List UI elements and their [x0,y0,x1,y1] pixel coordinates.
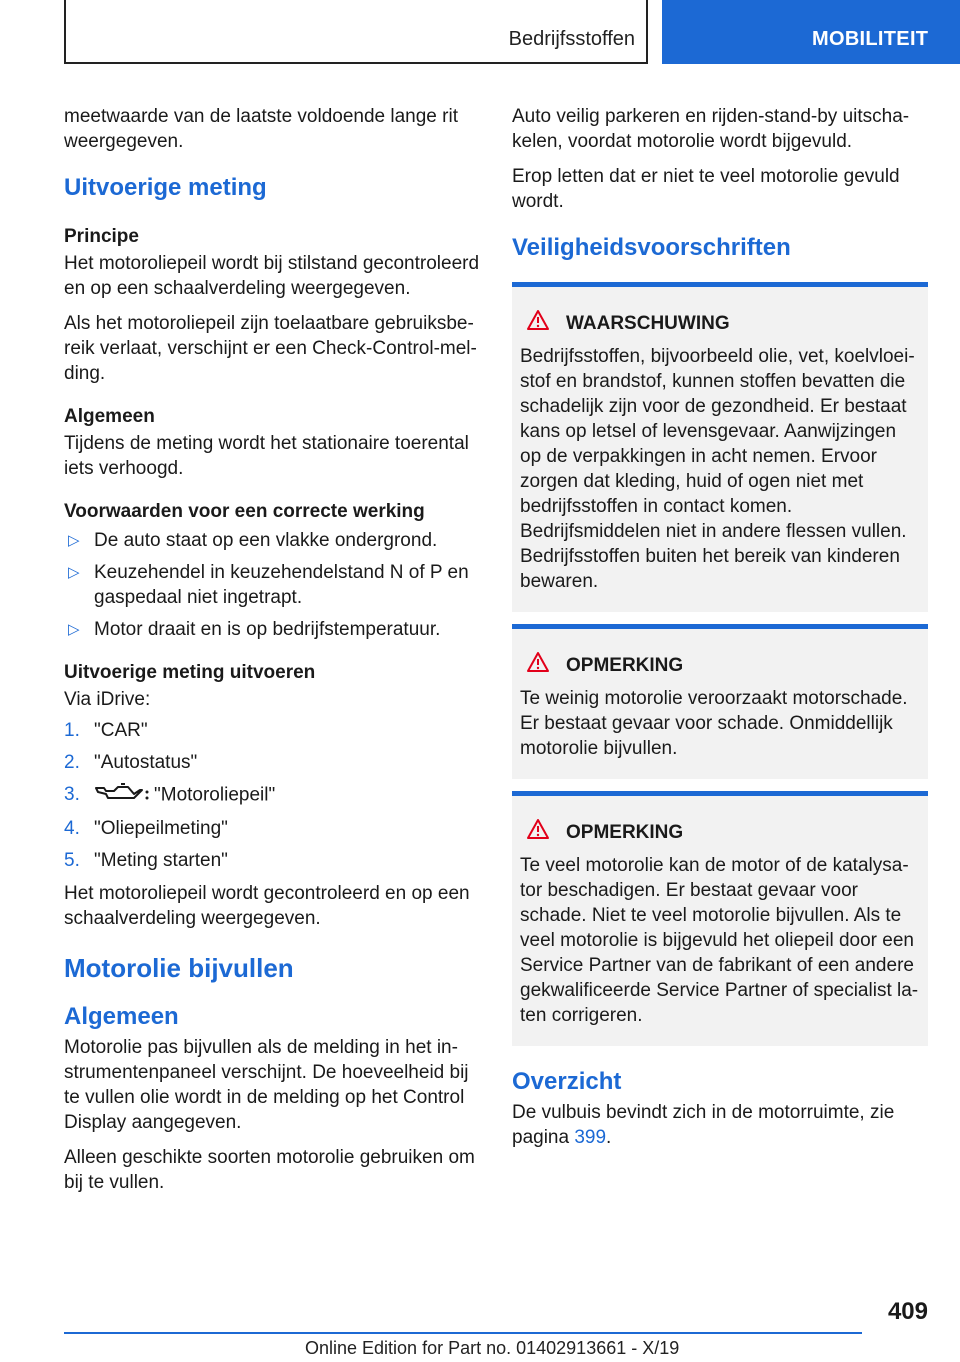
warning-title: WAARSCHUWING [566,313,730,334]
note-title: OPMERKING [566,822,684,843]
list-item: ▷ De auto staat op een vlakke ondergrond. [68,530,438,551]
list-item: ▷ Motor draait en is op bedrijfstemperatuur. [68,619,441,640]
step-item: 1. "CAR" [64,720,148,741]
algemeen-text: Tijdens de meting wordt het stationaire toerental iets verhoogd. [64,433,469,479]
warning-triangle-icon [526,651,550,680]
heading-algemeen-bijvullen: Algemeen [64,1003,179,1030]
voorwaarden-list [64,528,480,642]
left-column [64,104,480,1205]
overzicht-text: De vulbuis bevindt zich in de motorruimte, zie pagina 399. [512,1102,895,1148]
step-item: 4. "Oliepeilmeting" [64,818,228,839]
right-column [512,104,928,1160]
triangle-bullet-icon: ▷ [68,621,80,638]
step-item: 3. "Motoroliepeil" [64,782,480,809]
step-item: 2. "Autostatus" [64,752,198,773]
heading-motorolie-bijvullen: Motorolie bijvullen [64,953,294,983]
warning-triangle-icon [526,818,550,847]
note-text: Te veel motorolie kan de motor of de katalysator beschadigen. Er bestaat gevaar voor schade. Niet te veel motorolie bijvullen. Als te veel motorolie is bijgevuld het oliepeil door een Service Partner van de fabrikant of een andere gekwalificeerde Service Partner of specialist laten corrigeren. [520,855,919,1026]
footer-edition-text: Online Edition for Part no. 01402913661 - X/19 [305,1338,680,1358]
result-text: Het motoroliepeil wordt gecontroleerd en op een schaalverdeling weergegeven. [64,883,470,929]
note-box-2 [512,791,928,1046]
principe-text-1: Het motoroliepeil wordt bij stilstand gecontroleerd en op een schaalverdeling weergegeven. [64,253,480,299]
header-section-title: Bedrijfsstoffen [508,28,635,50]
page-number: 409 [887,1298,928,1325]
header-tab-mobiliteit[interactable]: MOBILITEIT [662,0,960,64]
heading-algemeen: Algemeen [64,406,155,427]
bijvullen-text-2: Alleen geschikte soorten motorolie gebruiken om bij te vullen. [64,1147,475,1193]
oil-can-icon [94,782,150,809]
heading-uitvoeren: Uitvoerige meting uitvoeren [64,662,316,683]
park-text: Auto veilig parkeren en rijden-stand-by uitschakelen, voordat motorolie wordt bijgevuld. [512,106,910,152]
heading-uitvoerige-meting: Uitvoerige meting [64,174,267,201]
triangle-bullet-icon: ▷ [68,532,80,549]
via-idrive-text: Via iDrive: [64,689,151,710]
note-title: OPMERKING [566,655,684,676]
step-item: 5. "Meting starten" [64,850,228,871]
note-box-1 [512,624,928,779]
bijvullen-text-1: Motorolie pas bijvullen als de melding in het instrumentenpaneel verschijnt. De hoeveelheid bij te vullen olie wordt in de melding op het Control Display aangegeven. [64,1037,469,1133]
page-link[interactable]: 399 [574,1127,607,1148]
steps-list [64,718,480,873]
heading-veiligheidsvoorschriften: Veiligheidsvoorschriften [512,234,791,261]
note-text: Te weinig motorolie veroorzaakt motorschade. Er bestaat gevaar voor schade. Onmiddellijk motorolie bijvullen. [520,688,908,759]
footer-divider [64,1332,862,1334]
heading-voorwaarden: Voorwaarden voor een correcte werking [64,501,425,522]
triangle-bullet-icon: ▷ [68,564,80,581]
principe-text-2: Als het motoroliepeil zijn toelaatbare gebruiksbereik verlaat, verschijnt er een Check-Control-melding. [64,313,477,384]
warning-triangle-icon [526,309,550,338]
list-item: ▷ Keuzehendel in keuzehendelstand N of P en gaspedaal niet ingetrapt. [68,562,469,608]
erop-letten-text: Erop letten dat er niet te veel motorolie gevuld wordt. [512,166,900,212]
intro-text: meetwaarde van de laatste voldoende lange rit weergegeven. [64,106,458,152]
warning-box [512,282,928,612]
heading-principe: Principe [64,226,139,247]
warning-text: Bedrijfsstoffen, bijvoorbeeld olie, vet, koelvloeistof en brandstof, kunnen stoffen bevatten die schadelijk zijn voor de gezondheid. Er bestaat kans op letsel of levensgevaar. Aanwijzingen op de verpakkingen in acht nemen. Ervoor zorgen dat kleding, huid of ogen niet met bedrijfsstoffen in contact komen. Bedrijfsmiddelen niet in andere flessen vullen. Bedrijfsstoffen buiten het bereik van kinderen bewaren. [520,346,915,592]
heading-overzicht: Overzicht [512,1068,622,1095]
